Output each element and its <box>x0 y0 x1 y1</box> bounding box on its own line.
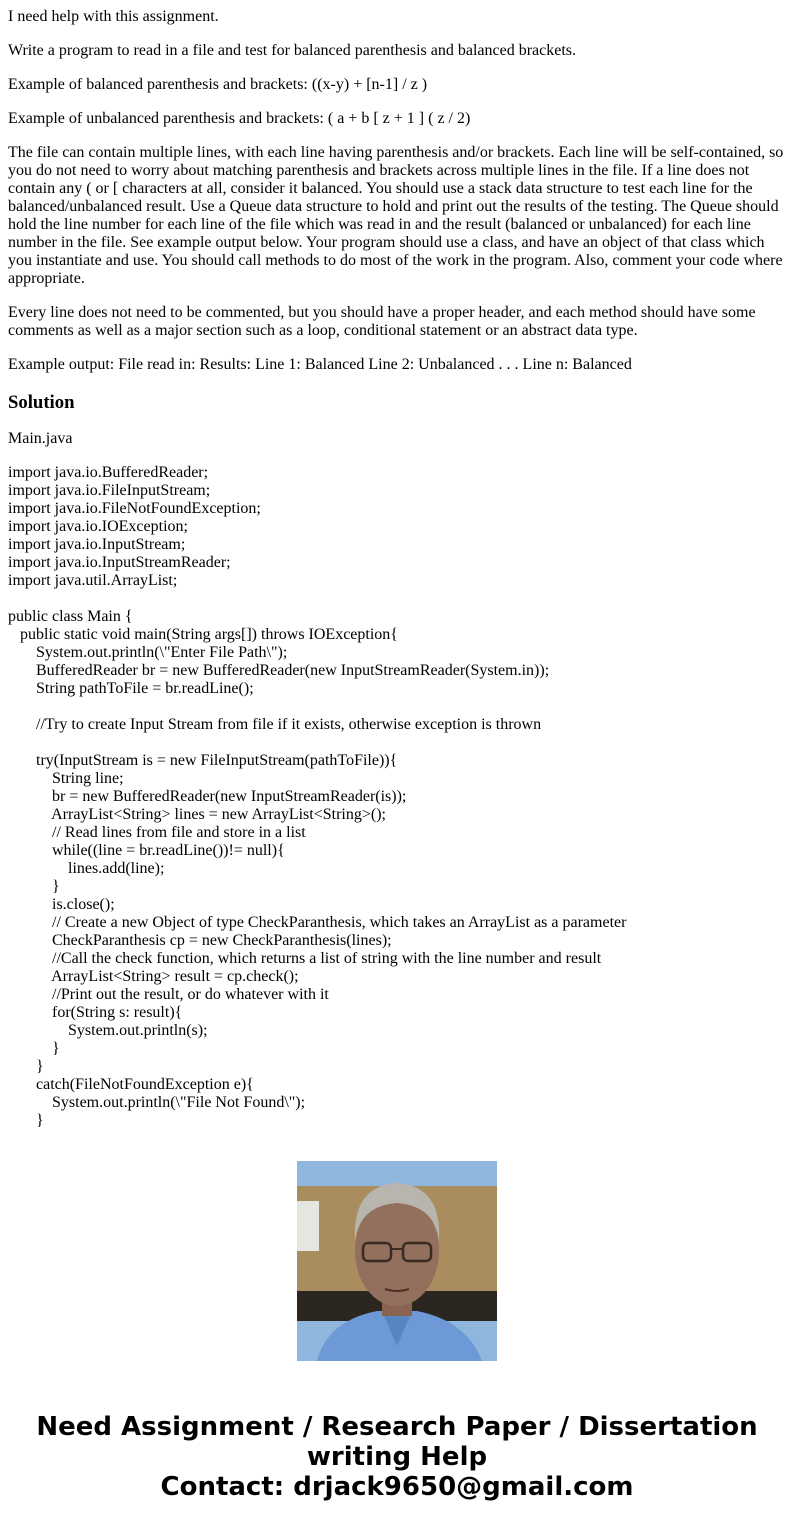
code-line <box>8 590 786 608</box>
document <box>0 8 794 1129</box>
code-line: BufferedReader br = new BufferedReader(new InputStreamReader(System.in)); <box>8 662 550 679</box>
code-line: System.out.println(s); <box>8 1022 208 1039</box>
question-task: Write a program to read in a file and test for balanced parenthesis and balanced brackets. <box>8 42 576 59</box>
code-line: // Create a new Object of type CheckParanthesis, which takes an ArrayList as a parameter <box>8 914 627 931</box>
code-line: //Print out the result, or do whatever with it <box>8 986 329 1003</box>
solution-heading: Solution <box>8 392 75 413</box>
code-line: //Try to create Input Stream from file if it exists, otherwise exception is thrown <box>8 716 542 733</box>
code-line: import java.io.FileNotFoundException; <box>8 500 261 517</box>
code-line: import java.util.ArrayList; <box>8 572 178 589</box>
code-line: import java.io.FileInputStream; <box>8 482 211 499</box>
code-line: ArrayList<String> result = cp.check(); <box>8 968 299 985</box>
code-line: ArrayList<String> lines = new ArrayList<String>(); <box>8 806 386 823</box>
code-line <box>8 698 786 716</box>
code-line: import java.io.BufferedReader; <box>8 464 209 481</box>
code-line: br = new BufferedReader(new InputStreamReader(is)); <box>8 788 407 805</box>
code-line <box>8 734 786 752</box>
code-line: import java.io.IOException; <box>8 518 188 535</box>
example-balanced: Example of balanced parenthesis and brackets: ((x-y) + [n-1] / z ) <box>8 76 428 93</box>
code-block <box>8 464 786 1129</box>
example-unbalanced: Example of unbalanced parenthesis and brackets: ( a + b [ z + 1 ] ( z / 2) <box>8 110 471 127</box>
code-line: while((line = br.readLine())!= null){ <box>8 842 285 859</box>
code-line: import java.io.InputStream; <box>8 536 186 553</box>
author-photo <box>297 1161 497 1361</box>
solution-filename: Main.java <box>8 430 73 447</box>
code-line: import java.io.InputStreamReader; <box>8 554 231 571</box>
code-line: lines.add(line); <box>8 860 165 877</box>
code-line: is.close(); <box>8 896 115 913</box>
code-line: String line; <box>8 770 124 787</box>
promo-banner <box>0 1412 794 1502</box>
example-output: Example output: File read in: Results: Line 1: Balanced Line 2: Unbalanced . . . Line n: Balanced <box>8 356 632 373</box>
code-line: CheckParanthesis cp = new CheckParanthesis(lines); <box>8 932 392 949</box>
promo-contact: Contact: drjack9650@gmail.com <box>160 1472 634 1502</box>
code-line: System.out.println(\"File Not Found\"); <box>8 1094 306 1111</box>
question-details: The file can contain multiple lines, with each line having parenthesis and/or brackets. Each line will be self-contained, so you do not need to worry about matching parenthesis and brackets across multiple lines in the file. If a line does not contain any ( or [ characters at all, consider it balanced. You should use a stack data structure to test each line for the balanced/unbalanced result. Use a Queue data structure to hold and print out the results of the testing. The Queue should hold the line number for each line of the file which was read in and the result (balanced or unbalanced) for each line number in the file. See example output below. Your program should use a class, and have an object of that class which you instantiate and use. You should call methods to do most of the work in the program. Also, comment your code where appropriate. <box>8 144 784 287</box>
promo-line-1: Need Assignment / Research Paper / Dissertation <box>36 1412 758 1442</box>
code-line: try(InputStream is = new FileInputStream(pathToFile)){ <box>8 752 398 769</box>
question-comments: Every line does not need to be commented, but you should have a proper header, and each method should have some comments as well as a major section such as a loop, conditional statement or an abstract data type. <box>8 304 756 339</box>
code-line: System.out.println(\"Enter File Path\"); <box>8 644 288 661</box>
code-line: public static void main(String args[]) throws IOException{ <box>8 626 398 643</box>
code-line: for(String s: result){ <box>8 1004 183 1021</box>
code-line: } <box>8 1040 60 1057</box>
code-line: String pathToFile = br.readLine(); <box>8 680 254 697</box>
code-line: public class Main { <box>8 608 133 625</box>
code-line: catch(FileNotFoundException e){ <box>8 1076 254 1093</box>
code-line: // Read lines from file and store in a list <box>8 824 306 841</box>
code-line: } <box>8 1112 44 1129</box>
promo-line-2: writing Help <box>306 1442 488 1472</box>
code-line: } <box>8 878 60 895</box>
question-intro: I need help with this assignment. <box>8 8 219 25</box>
code-line: //Call the check function, which returns a list of string with the line number and result <box>8 950 602 967</box>
author-avatar <box>297 1161 497 1361</box>
code-line: } <box>8 1058 44 1075</box>
